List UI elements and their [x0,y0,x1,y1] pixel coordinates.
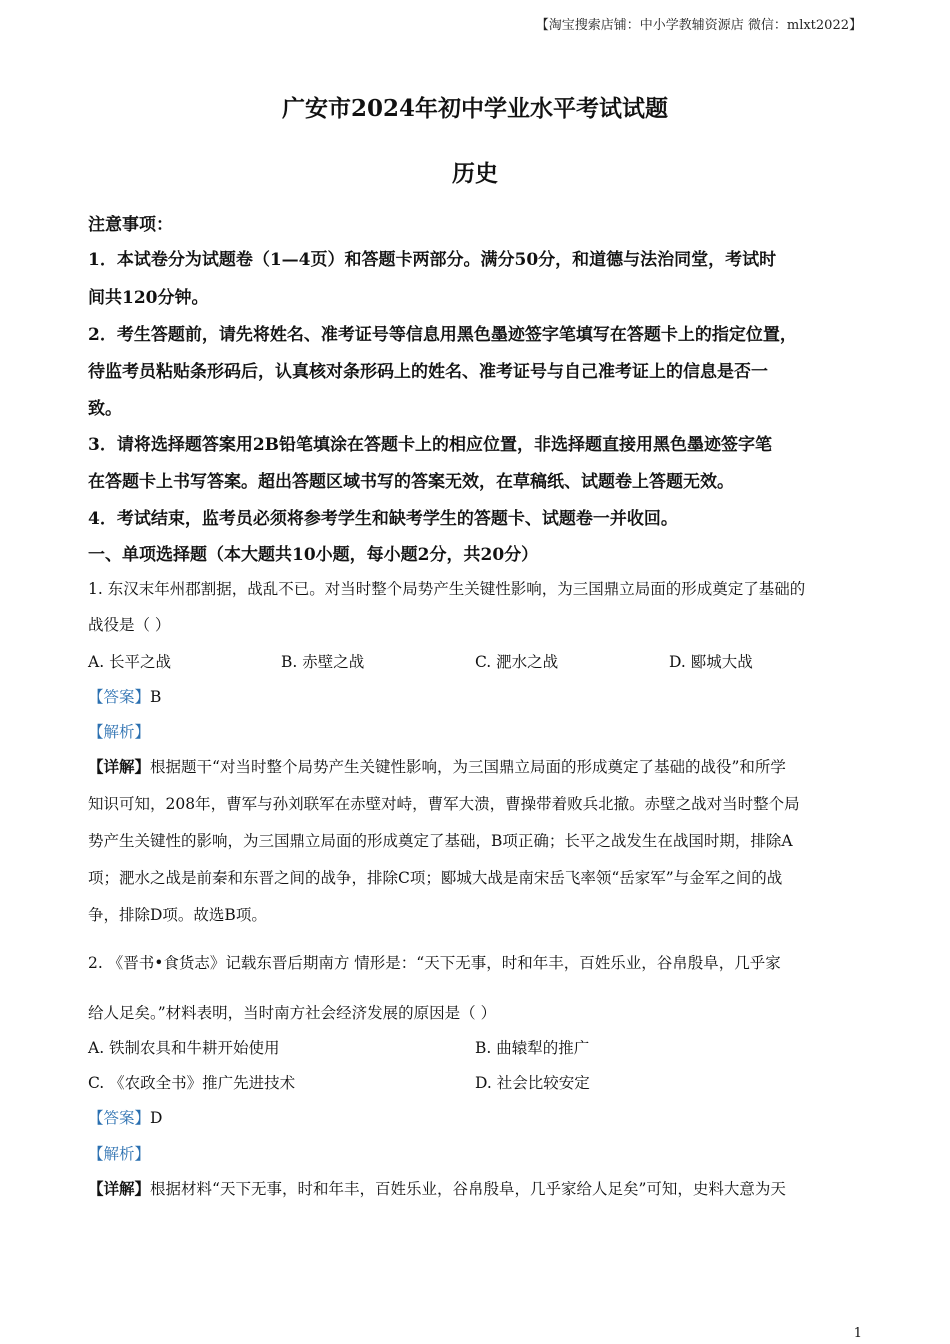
q1-analysis-tag: 【解析】 [88,723,151,741]
notice-line: 3．请将选择题答案用2B铅笔填涂在答题卡上的相应位置，非选择题直接用黑色墨迹签字笔 [88,435,773,455]
q1-detail: 争，排除D项。故选B项。 [88,906,267,924]
q2-option-a: A. 铁制农具和牛耕开始使用 [88,1039,280,1057]
q1-option-a: A. 长平之战 [88,653,172,671]
answer-tag: 【答案】 [88,688,151,706]
answer-value: B [150,688,162,706]
q1-detail: 知识可知，208年，曹军与孙刘联军在赤壁对峙，曹军大溃，曹操带着败兵北撤。赤壁之战对当时整个局 [88,795,800,813]
q1-stem: 1. 东汉末年州郡割据，战乱不已。对当时整个局势产生关键性影响，为三国鼎立局面的形成奠定了基础的 [88,580,806,598]
notice-line: 在答题卡上书写答案。超出答题区域书写的答案无效，在草稿纸、试题卷上答题无效。 [88,472,734,492]
notice-line: 待监考员粘贴条形码后，认真核对条形码上的姓名、准考证号与自己准考证上的信息是否一 [88,362,768,382]
q2-option-b: B. 曲辕犁的推广 [475,1039,590,1057]
q2-detail [88,1177,786,1199]
detail-text: 根据材料“天下无事，时和年丰，百姓乐业，谷帛殷阜，几乎家给人足矣”可知，史料大意为天 [150,1180,786,1198]
notice-heading: 注意事项： [88,215,173,235]
q1-detail: 势产生关键性的影响，为三国鼎立局面的形成奠定了基础，B项正确；长平之战发生在战国时期，排除A [88,832,793,850]
detail-tag: 【详解】 [88,757,151,776]
notice-line: 致。 [88,399,122,419]
page-number: 1 [853,1326,862,1341]
answer-tag: 【答案】 [88,1109,151,1127]
q1-stem: 战役是（ ） [88,616,171,634]
answer-value: D [150,1109,163,1127]
q1-detail: 项；淝水之战是前秦和东晋之间的战争，排除C项；郾城大战是南宋岳飞率领“岳家军”与金军之间的战 [88,869,783,887]
notice-line: 4．考试结束，监考员必须将参考学生和缺考学生的答题卡、试题卷一并收回。 [88,509,678,529]
notice-line: 2．考生答题前，请先将姓名、准考证号等信息用黑色墨迹签字笔填写在答题卡上的指定位置， [88,325,797,345]
q1-detail [88,755,786,777]
q1-answer [88,685,161,707]
exam-title: 广安市2024年初中学业水平考试试题 [281,95,668,122]
q2-analysis-tag: 【解析】 [88,1145,151,1163]
header-note: 【淘宝搜索店铺：中小学教辅资源店 微信：mlxt2022】 [535,18,862,33]
q1-option-d: D. 郾城大战 [669,653,753,671]
q2-answer [88,1106,162,1128]
q1-option-b: B. 赤壁之战 [281,653,365,671]
q2-stem: 2. 《晋书•食货志》记载东晋后期南方 情形是：“天下无事，时和年丰，百姓乐业，谷帛殷阜，几乎家 [88,954,781,972]
notice-line: 1．本试卷分为试题卷（1—4页）和答题卡两部分。满分50分，和道德与法治同堂，考试时 [88,250,777,270]
q2-option-d: D. 社会比较安定 [475,1074,590,1092]
section-heading: 一、单项选择题（本大题共10小题，每小题2分，共20分） [88,545,539,565]
q2-stem: 给人足矣。”材料表明，当时南方社会经济发展的原因是（ ） [88,1004,497,1022]
subject-title: 历史 [452,160,498,187]
notice-line: 间共120分钟。 [88,288,209,308]
q1-option-c: C. 淝水之战 [475,653,559,671]
detail-text: 根据题干“对当时整个局势产生关键性影响，为三国鼎立局面的形成奠定了基础的战役”和所学 [150,758,786,776]
q2-option-c: C. 《农政全书》推广先进技术 [88,1074,296,1092]
detail-tag: 【详解】 [88,1179,151,1198]
